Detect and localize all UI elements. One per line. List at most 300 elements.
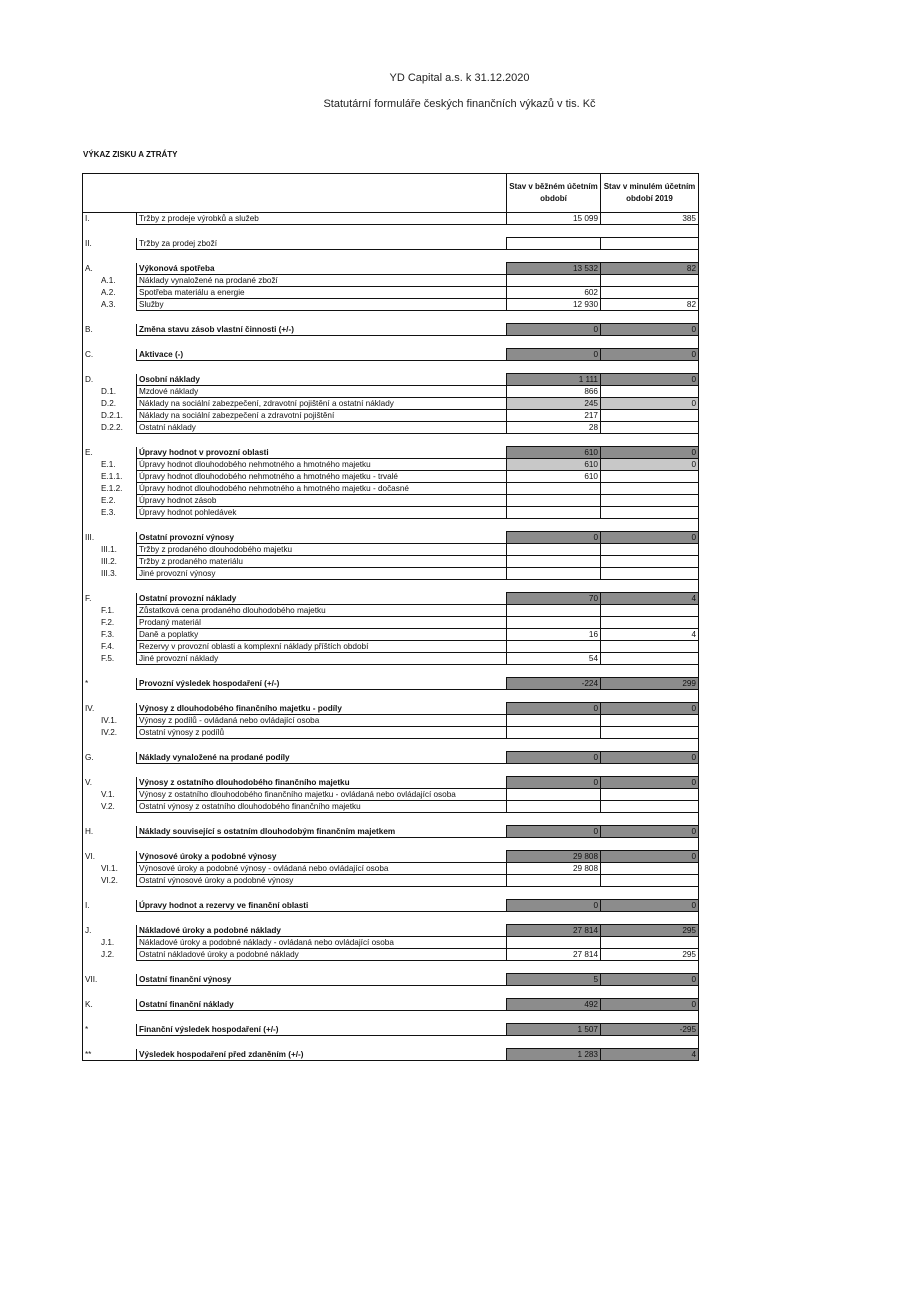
current-period-value: 12 930 xyxy=(507,299,601,311)
spacer-row xyxy=(83,986,699,999)
current-period-value xyxy=(507,937,601,949)
row-code: F.2. xyxy=(83,617,137,629)
header-code-cell xyxy=(83,174,137,213)
header-name-cell xyxy=(137,174,507,213)
table-row xyxy=(83,471,699,483)
current-period-value: 1 283 xyxy=(507,1049,601,1061)
previous-period-value xyxy=(601,471,699,483)
previous-period-value: 0 xyxy=(601,398,699,410)
spacer-row xyxy=(83,838,699,851)
spacer-cell xyxy=(137,961,507,974)
spacer-cell xyxy=(507,764,601,777)
row-label: Úpravy hodnot pohledávek xyxy=(137,507,507,519)
row-code: I. xyxy=(83,900,137,912)
spacer-cell xyxy=(83,764,137,777)
spacer-cell xyxy=(507,580,601,593)
current-period-value xyxy=(507,801,601,813)
row-label: Služby xyxy=(137,299,507,311)
spacer-cell xyxy=(601,887,699,900)
spacer-cell xyxy=(601,838,699,851)
row-code: E. xyxy=(83,447,137,459)
previous-period-value xyxy=(601,875,699,887)
table-row xyxy=(83,287,699,299)
current-period-value: 0 xyxy=(507,826,601,838)
row-label: Úpravy hodnot v provozní oblasti xyxy=(137,447,507,459)
previous-period-value xyxy=(601,617,699,629)
spacer-cell xyxy=(137,1011,507,1024)
spacer-row xyxy=(83,912,699,925)
row-label: Tržby z prodaného materiálu xyxy=(137,556,507,568)
current-period-value: 27 814 xyxy=(507,925,601,937)
table-row xyxy=(83,801,699,813)
spacer-cell xyxy=(83,690,137,703)
spacer-cell xyxy=(137,912,507,925)
previous-period-value xyxy=(601,386,699,398)
spacer-cell xyxy=(507,961,601,974)
current-period-value xyxy=(507,605,601,617)
table-row xyxy=(83,727,699,739)
spacer-row xyxy=(83,311,699,324)
row-code: A.1. xyxy=(83,275,137,287)
table-row xyxy=(83,678,699,690)
previous-period-value xyxy=(601,801,699,813)
previous-period-value xyxy=(601,605,699,617)
previous-period-value: 0 xyxy=(601,777,699,789)
previous-period-value xyxy=(601,410,699,422)
spacer-cell xyxy=(137,361,507,374)
row-code: III.1. xyxy=(83,544,137,556)
row-label: Změna stavu zásob vlastní činnosti (+/-) xyxy=(137,324,507,336)
current-period-value: 70 xyxy=(507,593,601,605)
previous-period-value: 0 xyxy=(601,703,699,715)
current-period-value: 610 xyxy=(507,471,601,483)
row-code: V. xyxy=(83,777,137,789)
row-code: J.1. xyxy=(83,937,137,949)
row-code: D.2.2. xyxy=(83,422,137,434)
row-code: IV.1. xyxy=(83,715,137,727)
row-label: Výnosy z podílů - ovládaná nebo ovládající osoba xyxy=(137,715,507,727)
row-code: H. xyxy=(83,826,137,838)
previous-period-value xyxy=(601,495,699,507)
previous-period-value: 0 xyxy=(601,349,699,361)
previous-period-value: 4 xyxy=(601,629,699,641)
spacer-row xyxy=(83,887,699,900)
row-code: VI. xyxy=(83,851,137,863)
spacer-cell xyxy=(83,887,137,900)
row-code: * xyxy=(83,1024,137,1036)
previous-period-value: 295 xyxy=(601,949,699,961)
current-period-value: 492 xyxy=(507,999,601,1011)
table-row xyxy=(83,851,699,863)
row-label: Úpravy hodnot dlouhodobého nehmotného a hmotného majetku xyxy=(137,459,507,471)
row-code: E.1.2. xyxy=(83,483,137,495)
spacer-cell xyxy=(601,813,699,826)
table-row xyxy=(83,703,699,715)
table-row xyxy=(83,324,699,336)
spacer-cell xyxy=(601,665,699,678)
spacer-cell xyxy=(601,912,699,925)
spacer-row xyxy=(83,1036,699,1049)
row-code: D.1. xyxy=(83,386,137,398)
current-period-value: 0 xyxy=(507,900,601,912)
current-period-value: 29 808 xyxy=(507,863,601,875)
spacer-row xyxy=(83,665,699,678)
previous-period-value: 0 xyxy=(601,999,699,1011)
spacer-cell xyxy=(601,739,699,752)
spacer-row xyxy=(83,336,699,349)
row-label: Finanční výsledek hospodaření (+/-) xyxy=(137,1024,507,1036)
row-label: Daně a poplatky xyxy=(137,629,507,641)
current-period-value xyxy=(507,875,601,887)
row-code: F.5. xyxy=(83,653,137,665)
spacer-cell xyxy=(601,690,699,703)
statement-body xyxy=(83,174,699,1061)
current-period-value xyxy=(507,715,601,727)
spacer-cell xyxy=(507,1036,601,1049)
row-code: D.2. xyxy=(83,398,137,410)
spacer-cell xyxy=(83,912,137,925)
current-period-value: -224 xyxy=(507,678,601,690)
row-label: Ostatní výnosy z ostatního dlouhodobého finančního majetku xyxy=(137,801,507,813)
current-period-value: 217 xyxy=(507,410,601,422)
table-row xyxy=(83,605,699,617)
spacer-row xyxy=(83,519,699,532)
row-label: Ostatní nákladové úroky a podobné náklady xyxy=(137,949,507,961)
header-current-period: Stav v běžném účetním období xyxy=(507,174,601,213)
current-period-value: 866 xyxy=(507,386,601,398)
previous-period-value xyxy=(601,483,699,495)
row-label: Rezervy v provozní oblasti a komplexní náklady příštích období xyxy=(137,641,507,653)
spacer-cell xyxy=(137,986,507,999)
current-period-value xyxy=(507,483,601,495)
current-period-value: 602 xyxy=(507,287,601,299)
current-period-value: 28 xyxy=(507,422,601,434)
spacer-row xyxy=(83,434,699,447)
row-label: Ostatní finanční náklady xyxy=(137,999,507,1011)
spacer-cell xyxy=(137,764,507,777)
row-label: Výnosy z dlouhodobého finančního majetku - podíly xyxy=(137,703,507,715)
spacer-cell xyxy=(601,961,699,974)
spacer-cell xyxy=(83,838,137,851)
table-row xyxy=(83,826,699,838)
row-label: Jiné provozní výnosy xyxy=(137,568,507,580)
row-code: VI.1. xyxy=(83,863,137,875)
previous-period-value: 0 xyxy=(601,900,699,912)
current-period-value: 1 111 xyxy=(507,374,601,386)
row-label: Výnosy z ostatního dlouhodobého finančního majetku - ovládaná nebo ovládající osoba xyxy=(137,789,507,801)
row-label: Úpravy hodnot a rezervy ve finanční oblasti xyxy=(137,900,507,912)
spacer-cell xyxy=(507,225,601,238)
spacer-cell xyxy=(507,887,601,900)
spacer-cell xyxy=(507,838,601,851)
spacer-cell xyxy=(83,434,137,447)
spacer-row xyxy=(83,961,699,974)
row-label: Úpravy hodnot dlouhodobého nehmotného a hmotného majetku - trvalé xyxy=(137,471,507,483)
spacer-cell xyxy=(137,739,507,752)
table-row xyxy=(83,777,699,789)
spacer-cell xyxy=(137,690,507,703)
spacer-cell xyxy=(507,434,601,447)
previous-period-value xyxy=(601,937,699,949)
row-code: IV.2. xyxy=(83,727,137,739)
spacer-row xyxy=(83,361,699,374)
previous-period-value: 82 xyxy=(601,299,699,311)
row-label: Výsledek hospodaření před zdaněním (+/-) xyxy=(137,1049,507,1061)
table-row xyxy=(83,483,699,495)
table-row xyxy=(83,386,699,398)
row-label: Výnosové úroky a podobné výnosy - ovládaná nebo ovládající osoba xyxy=(137,863,507,875)
table-row xyxy=(83,617,699,629)
row-code: J.2. xyxy=(83,949,137,961)
current-period-value xyxy=(507,507,601,519)
row-code: A.3. xyxy=(83,299,137,311)
current-period-value: 1 507 xyxy=(507,1024,601,1036)
spacer-row xyxy=(83,250,699,263)
spacer-cell xyxy=(601,434,699,447)
current-period-value xyxy=(507,275,601,287)
spacer-cell xyxy=(137,838,507,851)
row-label: Tržby z prodeje výrobků a služeb xyxy=(137,213,507,225)
report-subtitle: Statutární formuláře českých finančních výkazů v tis. Kč xyxy=(323,98,596,110)
previous-period-value: 0 xyxy=(601,447,699,459)
current-period-value: 29 808 xyxy=(507,851,601,863)
current-period-value: 15 099 xyxy=(507,213,601,225)
table-row xyxy=(83,863,699,875)
row-code: G. xyxy=(83,752,137,764)
table-row xyxy=(83,398,699,410)
row-label: Ostatní náklady xyxy=(137,422,507,434)
row-code: * xyxy=(83,678,137,690)
previous-period-value: 0 xyxy=(601,851,699,863)
row-code: IV. xyxy=(83,703,137,715)
row-label: Náklady na sociální zabezpečení, zdravotní pojištění a ostatní náklady xyxy=(137,398,507,410)
current-period-value: 54 xyxy=(507,653,601,665)
previous-period-value xyxy=(601,727,699,739)
spacer-cell xyxy=(83,739,137,752)
previous-period-value: 0 xyxy=(601,752,699,764)
table-row xyxy=(83,789,699,801)
spacer-cell xyxy=(507,336,601,349)
current-period-value xyxy=(507,617,601,629)
spacer-cell xyxy=(507,519,601,532)
spacer-cell xyxy=(83,519,137,532)
row-code: E.1.1. xyxy=(83,471,137,483)
spacer-cell xyxy=(507,311,601,324)
spacer-cell xyxy=(137,336,507,349)
section-title: VÝKAZ ZISKU A ZTRÁTY xyxy=(83,150,178,159)
spacer-row xyxy=(83,580,699,593)
spacer-cell xyxy=(507,250,601,263)
row-label: Jiné provozní náklady xyxy=(137,653,507,665)
table-row xyxy=(83,263,699,275)
previous-period-value: 4 xyxy=(601,1049,699,1061)
table-row xyxy=(83,1024,699,1036)
spacer-cell xyxy=(137,434,507,447)
spacer-cell xyxy=(137,665,507,678)
row-code: A.2. xyxy=(83,287,137,299)
spacer-cell xyxy=(137,311,507,324)
spacer-cell xyxy=(83,225,137,238)
spacer-cell xyxy=(507,813,601,826)
current-period-value: 245 xyxy=(507,398,601,410)
previous-period-value: 0 xyxy=(601,459,699,471)
row-code: F.3. xyxy=(83,629,137,641)
previous-period-value xyxy=(601,544,699,556)
table-header-row xyxy=(83,174,699,213)
spacer-cell xyxy=(507,739,601,752)
previous-period-value: 0 xyxy=(601,826,699,838)
row-code: J. xyxy=(83,925,137,937)
previous-period-value xyxy=(601,422,699,434)
previous-period-value: 0 xyxy=(601,374,699,386)
spacer-cell xyxy=(507,665,601,678)
previous-period-value: 4 xyxy=(601,593,699,605)
row-label: Ostatní provozní náklady xyxy=(137,593,507,605)
row-label: Náklady vynaložené na prodané podíly xyxy=(137,752,507,764)
row-label: Náklady související s ostatním dlouhodobým finančním majetkem xyxy=(137,826,507,838)
spacer-cell xyxy=(137,813,507,826)
spacer-cell xyxy=(83,1011,137,1024)
previous-period-value xyxy=(601,287,699,299)
spacer-cell xyxy=(137,225,507,238)
table-row xyxy=(83,629,699,641)
spacer-cell xyxy=(83,250,137,263)
spacer-cell xyxy=(601,986,699,999)
row-label: Spotřeba materiálu a energie xyxy=(137,287,507,299)
row-code: E.1. xyxy=(83,459,137,471)
row-code: E.3. xyxy=(83,507,137,519)
row-code: D.2.1. xyxy=(83,410,137,422)
row-code: III.2. xyxy=(83,556,137,568)
current-period-value xyxy=(507,544,601,556)
row-label: Ostatní provozní výnosy xyxy=(137,532,507,544)
current-period-value: 13 532 xyxy=(507,263,601,275)
table-row xyxy=(83,925,699,937)
row-code: V.1. xyxy=(83,789,137,801)
row-code: ** xyxy=(83,1049,137,1061)
row-label: Úpravy hodnot zásob xyxy=(137,495,507,507)
table-row xyxy=(83,653,699,665)
spacer-cell xyxy=(601,1011,699,1024)
row-label: Výnosy z ostatního dlouhodobého finančního majetku xyxy=(137,777,507,789)
report-title: YD Capital a.s. k 31.12.2020 xyxy=(389,72,530,84)
income-statement-table xyxy=(82,173,699,1061)
current-period-value xyxy=(507,556,601,568)
current-period-value: 5 xyxy=(507,974,601,986)
row-code: III.3. xyxy=(83,568,137,580)
row-code: I. xyxy=(83,213,137,225)
spacer-cell xyxy=(601,764,699,777)
table-row xyxy=(83,349,699,361)
current-period-value: 0 xyxy=(507,324,601,336)
spacer-row xyxy=(83,813,699,826)
row-code: F.1. xyxy=(83,605,137,617)
previous-period-value: -295 xyxy=(601,1024,699,1036)
row-label: Náklady na sociální zabezpečení a zdravotní pojištění xyxy=(137,410,507,422)
row-label: Zůstatková cena prodaného dlouhodobého majetku xyxy=(137,605,507,617)
table-row xyxy=(83,459,699,471)
spacer-cell xyxy=(83,961,137,974)
row-label: Nákladové úroky a podobné náklady xyxy=(137,925,507,937)
row-label: Mzdové náklady xyxy=(137,386,507,398)
spacer-cell xyxy=(601,580,699,593)
previous-period-value xyxy=(601,238,699,250)
previous-period-value: 82 xyxy=(601,263,699,275)
spacer-cell xyxy=(83,311,137,324)
spacer-cell xyxy=(83,1036,137,1049)
row-label: Prodaný materiál xyxy=(137,617,507,629)
current-period-value: 0 xyxy=(507,532,601,544)
current-period-value: 27 814 xyxy=(507,949,601,961)
current-period-value: 0 xyxy=(507,777,601,789)
row-code: F. xyxy=(83,593,137,605)
previous-period-value xyxy=(601,556,699,568)
table-row xyxy=(83,447,699,459)
current-period-value xyxy=(507,789,601,801)
table-row xyxy=(83,532,699,544)
table-row xyxy=(83,593,699,605)
row-label: Ostatní finanční výnosy xyxy=(137,974,507,986)
current-period-value xyxy=(507,568,601,580)
previous-period-value: 0 xyxy=(601,324,699,336)
spacer-cell xyxy=(83,813,137,826)
table-row xyxy=(83,937,699,949)
table-row xyxy=(83,875,699,887)
previous-period-value xyxy=(601,653,699,665)
spacer-cell xyxy=(83,361,137,374)
previous-period-value xyxy=(601,641,699,653)
previous-period-value: 0 xyxy=(601,532,699,544)
spacer-row xyxy=(83,1011,699,1024)
table-row xyxy=(83,752,699,764)
row-code: D. xyxy=(83,374,137,386)
spacer-cell xyxy=(137,887,507,900)
current-period-value: 0 xyxy=(507,752,601,764)
table-row xyxy=(83,544,699,556)
row-code: F.4. xyxy=(83,641,137,653)
previous-period-value xyxy=(601,507,699,519)
row-code: C. xyxy=(83,349,137,361)
table-row xyxy=(83,974,699,986)
spacer-cell xyxy=(601,336,699,349)
spacer-cell xyxy=(601,519,699,532)
row-code: VI.2. xyxy=(83,875,137,887)
previous-period-value: 385 xyxy=(601,213,699,225)
row-code: E.2. xyxy=(83,495,137,507)
row-label: Úpravy hodnot dlouhodobého nehmotného a hmotného majetku - dočasné xyxy=(137,483,507,495)
previous-period-value xyxy=(601,568,699,580)
spacer-row xyxy=(83,764,699,777)
spacer-cell xyxy=(601,311,699,324)
row-label: Nákladové úroky a podobné náklady - ovládaná nebo ovládající osoba xyxy=(137,937,507,949)
spacer-row xyxy=(83,739,699,752)
spacer-row xyxy=(83,225,699,238)
row-label: Osobní náklady xyxy=(137,374,507,386)
spacer-row xyxy=(83,690,699,703)
previous-period-value xyxy=(601,715,699,727)
row-label: Ostatní výnosové úroky a podobné výnosy xyxy=(137,875,507,887)
row-code: K. xyxy=(83,999,137,1011)
table-row xyxy=(83,949,699,961)
current-period-value: 0 xyxy=(507,349,601,361)
previous-period-value: 0 xyxy=(601,974,699,986)
current-period-value: 610 xyxy=(507,459,601,471)
spacer-cell xyxy=(507,986,601,999)
table-row xyxy=(83,422,699,434)
spacer-cell xyxy=(507,361,601,374)
row-label: Výnosové úroky a podobné výnosy xyxy=(137,851,507,863)
table-row xyxy=(83,410,699,422)
